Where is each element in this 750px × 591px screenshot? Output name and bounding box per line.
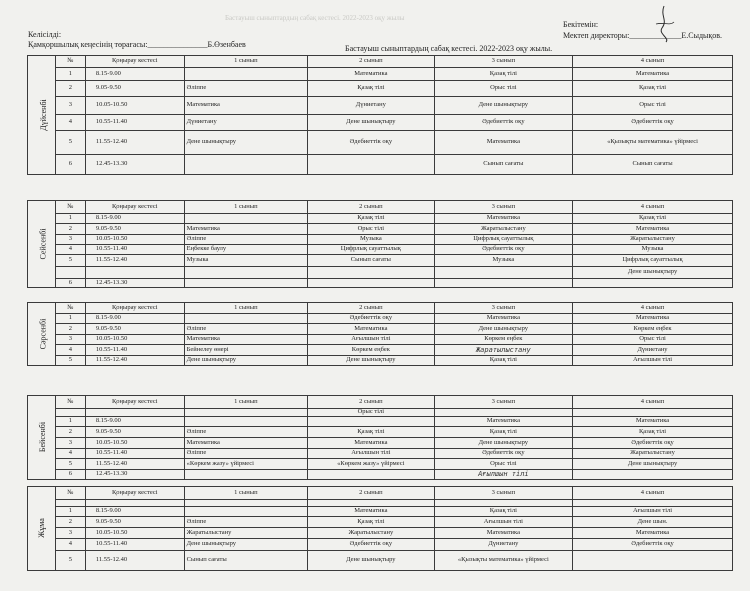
grade-4-subject: Математика [573,224,733,235]
grade-3-subject: «Қызықты математика» үйірмесі [434,551,572,571]
day-label-cell [28,396,56,480]
grade-4-subject [573,409,733,417]
grade-4-subject [573,470,733,480]
grade-3-subject [434,500,572,507]
table-row [28,255,733,267]
grade-3-subject: Әдебиеттік оқу [434,245,572,255]
column-header: 4 сынып [573,56,733,68]
column-header: 1 сынып [184,303,307,314]
day-label-cell [28,487,56,571]
bell-time: 8.15-9.00 [85,417,184,427]
grade-1-subject: Математика [184,224,307,235]
grade-1-subject [184,279,307,288]
grade-1-subject: Математика [184,438,307,449]
column-header: 4 сынып [573,487,733,500]
lesson-number: 3 [55,528,85,539]
grade-3-subject [434,409,572,417]
column-header: 1 сынып [184,56,307,68]
grade-4-subject: Цифрлық сауаттылық [573,255,733,267]
grade-4-subject: Математика [573,528,733,539]
table-row [28,551,733,571]
table-row [28,507,733,517]
table-row [28,517,733,528]
lesson-number: 6 [55,279,85,288]
lesson-number: 1 [55,68,85,81]
lesson-number: 3 [55,235,85,245]
grade-1-subject: Математика [184,335,307,345]
column-header: Қоңырау кестесі [85,487,184,500]
council-signature-line: Қамқоршылық кеңесінің төрағасы:_______________Б.Өзенбаев [28,40,246,49]
bell-time: 9.05-9.50 [85,517,184,528]
table-row [28,449,733,459]
table-row [28,279,733,288]
timetable [27,486,733,571]
bell-time: 11.55-12.40 [85,131,184,155]
grade-2-subject: Математика [308,324,435,335]
page-title: Бастауыш сыныптардың сабақ кестесі. 2022-2023 оқу жылы. [345,44,553,53]
table-row [28,438,733,449]
grade-4-subject: Көркем еңбек [573,324,733,335]
bell-time: 9.05-9.50 [85,224,184,235]
grade-2-subject: Әдебиеттік оқу [308,131,435,155]
grade-1-subject [184,214,307,224]
grade-1-subject: Әліппе [184,517,307,528]
bell-time: 10.05-10.50 [85,335,184,345]
lesson-number: 2 [55,427,85,438]
lesson-number: 2 [55,81,85,97]
column-header: Қоңырау кестесі [85,201,184,214]
grade-2-subject: Музыка [308,235,435,245]
grade-2-subject: Дүниетану [308,97,435,115]
lesson-number: 6 [55,470,85,480]
grade-4-subject: Қазақ тілі [573,427,733,438]
grade-2-subject [308,267,435,279]
day-table-1 [27,200,733,288]
grade-4-subject: Дене шынықтыру [573,459,733,470]
grade-3-subject: Ағылшын тілі [434,470,572,480]
day-table-0 [27,55,733,175]
grade-2-subject: Дене шынықтыру [308,551,435,571]
grade-1-subject: Музыка [184,255,307,267]
column-header: № [55,56,85,68]
grade-4-subject: Қазақ тілі [573,214,733,224]
grade-1-subject [184,409,307,417]
grade-4-subject: Жаратылыстану [573,449,733,459]
table-row [28,314,733,324]
bell-time: 10.05-10.50 [85,528,184,539]
grade-3-subject: Қазақ тілі [434,427,572,438]
timetable [27,395,733,480]
lesson-number: 5 [55,459,85,470]
bell-time: 10.55-11.40 [85,345,184,356]
grade-1-subject: Дүниетану [184,115,307,131]
bell-time: 8.15-9.00 [85,68,184,81]
grade-1-subject: Жаратылыстану [184,528,307,539]
lesson-number: 5 [55,255,85,267]
table-row [28,539,733,551]
bell-time: 8.15-9.00 [85,507,184,517]
bell-time: 12.45-13.30 [85,155,184,175]
day-name: Сәрсенбі [38,318,48,350]
grade-4-subject: Ағылшын тілі [573,356,733,366]
day-table-3 [27,395,733,480]
lesson-number: 3 [55,97,85,115]
table-row [28,68,733,81]
grade-4-subject [573,279,733,288]
lesson-number: 5 [55,356,85,366]
column-header: № [55,201,85,214]
bell-time [85,267,184,279]
grade-4-subject: Әдебиеттік оқу [573,115,733,131]
grade-3-subject: Музыка [434,255,572,267]
grade-3-subject: Математика [434,528,572,539]
grade-4-subject: Математика [573,68,733,81]
grade-1-subject [184,470,307,480]
grade-3-subject: Дене шынықтыру [434,438,572,449]
lesson-number: 1 [55,417,85,427]
grade-2-subject: Қазақ тілі [308,427,435,438]
lesson-number: 3 [55,335,85,345]
grade-1-subject: Әліппе [184,81,307,97]
grade-4-subject: Ағылшын тілі [573,507,733,517]
grade-1-subject [184,267,307,279]
grade-2-subject: Орыс тілі [308,409,435,417]
lesson-number: 2 [55,224,85,235]
bell-time: 9.05-9.50 [85,427,184,438]
grade-3-subject: Дене шынықтыру [434,324,572,335]
grade-1-subject: Бейнелеу өнері [184,345,307,356]
bell-time [85,500,184,507]
grade-2-subject: Математика [308,438,435,449]
table-row [28,214,733,224]
grade-4-subject: Қазақ тілі [573,81,733,97]
grade-4-subject: Орыс тілі [573,335,733,345]
agreed-label: Келісілді: [28,30,62,39]
day-label-cell [28,201,56,288]
grade-4-subject: Дене шын. [573,517,733,528]
grade-3-subject: Көркем еңбек [434,335,572,345]
director-signature-icon [650,4,678,44]
column-header: 3 сынып [434,487,572,500]
grade-3-subject: Математика [434,314,572,324]
grade-1-subject: «Көркем жазу» үйірмесі [184,459,307,470]
column-header: 1 сынып [184,396,307,409]
column-header: 2 сынып [308,396,435,409]
grade-1-subject [184,155,307,175]
header-row [28,303,733,314]
bell-time: 10.05-10.50 [85,97,184,115]
grade-1-subject: Еңбекке баулу [184,245,307,255]
grade-2-subject: Дене шынықтыру [308,356,435,366]
grade-3-subject: Ағылшын тілі [434,517,572,528]
grade-2-subject: Дене шынықтыру [308,115,435,131]
day-name: Бейсенбі [38,422,48,453]
grade-1-subject: Математика [184,97,307,115]
column-header: № [55,487,85,500]
column-header: 3 сынып [434,396,572,409]
grade-4-subject: Әдебиеттік оқу [573,539,733,551]
table-row [28,459,733,470]
table-row [28,417,733,427]
column-header: № [55,303,85,314]
bell-time: 11.55-12.40 [85,551,184,571]
column-header: Қоңырау кестесі [85,303,184,314]
column-header: 2 сынып [308,487,435,500]
lesson-number [55,267,85,279]
timetable [27,55,733,175]
bell-time: 10.55-11.40 [85,245,184,255]
grade-3-subject: Математика [434,131,572,155]
header-row [28,487,733,500]
grade-1-subject [184,507,307,517]
grade-4-subject: «Қызықты математика» үйірмесі [573,131,733,155]
column-header: 2 сынып [308,303,435,314]
grade-2-subject: Қазақ тілі [308,214,435,224]
grade-1-subject [184,500,307,507]
column-header: 3 сынып [434,201,572,214]
table-row [28,500,733,507]
director-signature-line: Мектеп директоры:_____________Е.Сыдықов. [563,31,723,40]
column-header: Қоңырау кестесі [85,396,184,409]
grade-4-subject: Математика [573,417,733,427]
lesson-number: 2 [55,324,85,335]
grade-3-subject: Сынып сағаты [434,155,572,175]
grade-3-subject [434,267,572,279]
grade-3-subject: Дене шынықтыру [434,97,572,115]
grade-3-subject: Математика [434,214,572,224]
lesson-number: 4 [55,345,85,356]
grade-2-subject [308,470,435,480]
grade-4-subject [573,500,733,507]
bell-time: 10.55-11.40 [85,539,184,551]
column-header: 4 сынып [573,303,733,314]
lesson-number [55,409,85,417]
bell-time: 12.45-13.30 [85,279,184,288]
lesson-number: 4 [55,245,85,255]
table-row [28,427,733,438]
grade-1-subject: Әліппе [184,235,307,245]
grade-4-subject: Дүниетану [573,345,733,356]
table-row [28,409,733,417]
grade-1-subject: Сынып сағаты [184,551,307,571]
grade-3-subject: Дүниетану [434,539,572,551]
table-row [28,335,733,345]
bell-time: 8.15-9.00 [85,214,184,224]
timetable [27,302,733,366]
lesson-number: 4 [55,449,85,459]
grade-2-subject: Орыс тілі [308,224,435,235]
grade-3-subject [434,279,572,288]
timetable [27,200,733,288]
bell-time: 9.05-9.50 [85,324,184,335]
grade-4-subject: Математика [573,314,733,324]
lesson-number: 5 [55,131,85,155]
grade-1-subject [184,68,307,81]
lesson-number: 1 [55,507,85,517]
grade-2-subject [308,279,435,288]
table-row [28,324,733,335]
grade-4-subject: Жаратылыстану [573,235,733,245]
lesson-number: 4 [55,115,85,131]
grade-2-subject: Ағылшын тілі [308,335,435,345]
grade-2-subject [308,500,435,507]
grade-1-subject: Әліппе [184,449,307,459]
grade-1-subject: Дене шынықтыру [184,131,307,155]
grade-2-subject [308,417,435,427]
column-header: Қоңырау кестесі [85,56,184,68]
column-header: 3 сынып [434,56,572,68]
lesson-number: 4 [55,539,85,551]
bell-time: 8.15-9.00 [85,314,184,324]
grade-3-subject: Жаратылыстану [434,345,572,356]
grade-2-subject: Көркем еңбек [308,345,435,356]
grade-2-subject: Жаратылыстану [308,528,435,539]
grade-2-subject: Сынып сағаты [308,255,435,267]
grade-4-subject: Орыс тілі [573,97,733,115]
day-name: Жұма [36,518,46,539]
day-table-2 [27,302,733,366]
column-header: 4 сынып [573,201,733,214]
day-label-cell [28,56,56,175]
column-header: № [55,396,85,409]
bell-time: 10.05-10.50 [85,235,184,245]
grade-1-subject: Дене шынықтыру [184,356,307,366]
bell-time: 10.05-10.50 [85,438,184,449]
bell-time: 9.05-9.50 [85,81,184,97]
grade-1-subject [184,417,307,427]
grade-2-subject: Ағылшын тілі [308,449,435,459]
table-row [28,224,733,235]
grade-2-subject: «Көркем жазу» үйірмесі [308,459,435,470]
lesson-number: 3 [55,438,85,449]
bell-time: 10.55-11.40 [85,115,184,131]
grade-3-subject: Цифрлық сауаттылық [434,235,572,245]
table-row [28,115,733,131]
lesson-number: 6 [55,155,85,175]
grade-4-subject: Әдебиеттік оқу [573,438,733,449]
lesson-number: 1 [55,314,85,324]
day-label-cell [28,303,56,366]
grade-4-subject: Сынып сағаты [573,155,733,175]
grade-3-subject: Орыс тілі [434,81,572,97]
column-header: 2 сынып [308,201,435,214]
day-name: Сейсенбі [38,228,48,260]
column-header: 4 сынып [573,396,733,409]
table-row [28,245,733,255]
bell-time: 11.55-12.40 [85,255,184,267]
grade-3-subject: Қазақ тілі [434,507,572,517]
bleed-through-text: Бастауыш сыныптардың сабақ кестесі. 2022-2023 оқу жылы [225,14,405,22]
bell-time [85,409,184,417]
grade-3-subject: Әдебиеттік оқу [434,115,572,131]
bell-time: 11.55-12.40 [85,459,184,470]
bell-time: 10.55-11.40 [85,449,184,459]
column-header: 2 сынып [308,56,435,68]
table-row [28,470,733,480]
grade-3-subject: Әдебиеттік оқу [434,449,572,459]
table-row [28,267,733,279]
grade-1-subject: Әліппе [184,324,307,335]
grade-4-subject [573,551,733,571]
grade-2-subject: Қазақ тілі [308,517,435,528]
bell-time: 11.55-12.40 [85,356,184,366]
table-row [28,345,733,356]
grade-1-subject: Әліппе [184,427,307,438]
grade-2-subject: Әдебиеттік оқу [308,314,435,324]
grade-2-subject: Математика [308,68,435,81]
grade-4-subject: Дене шынықтыру [573,267,733,279]
table-row [28,155,733,175]
header-row [28,201,733,214]
table-row [28,131,733,155]
grade-3-subject: Математика [434,417,572,427]
grade-2-subject: Әдебиеттік оқу [308,539,435,551]
grade-4-subject: Музыка [573,245,733,255]
column-header: 1 сынып [184,487,307,500]
column-header: 3 сынып [434,303,572,314]
grade-3-subject: Орыс тілі [434,459,572,470]
approved-label: Бекітемін: [563,20,599,29]
lesson-number [55,500,85,507]
lesson-number: 2 [55,517,85,528]
grade-2-subject: Қазақ тілі [308,81,435,97]
grade-3-subject: Қазақ тілі [434,356,572,366]
grade-3-subject: Жаратылыстану [434,224,572,235]
grade-3-subject: Қазақ тілі [434,68,572,81]
table-row [28,356,733,366]
day-table-4 [27,486,733,571]
header-row [28,396,733,409]
table-row [28,235,733,245]
table-row [28,97,733,115]
day-name: Дүйсенбі [38,98,48,131]
lesson-number: 5 [55,551,85,571]
grade-2-subject [308,155,435,175]
table-row [28,81,733,97]
table-row [28,528,733,539]
lesson-number: 1 [55,214,85,224]
grade-1-subject: Дене шынықтыру [184,539,307,551]
header-row [28,56,733,68]
bell-time: 12.45-13.30 [85,470,184,480]
grade-2-subject: Математика [308,507,435,517]
grade-1-subject [184,314,307,324]
grade-2-subject: Цифрлық сауаттылық [308,245,435,255]
column-header: 1 сынып [184,201,307,214]
